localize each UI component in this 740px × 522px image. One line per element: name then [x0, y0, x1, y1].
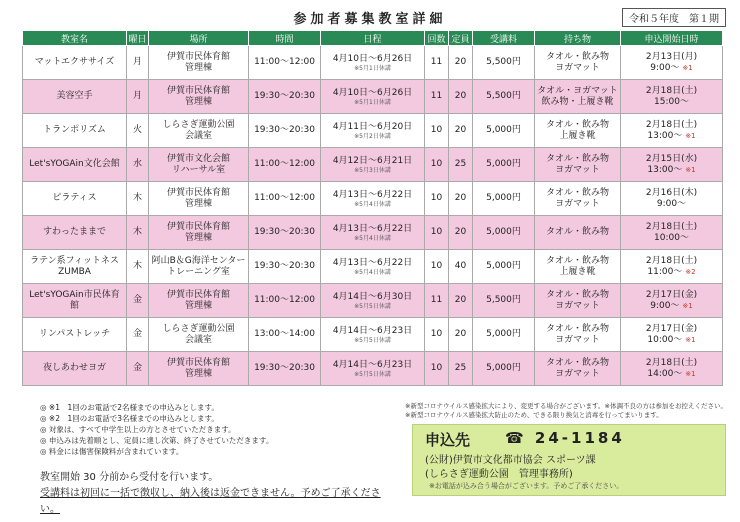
start-date: 2月17日(金)	[645, 289, 698, 300]
schedule-note: ※5月5日休講	[354, 302, 391, 310]
capacity-cell: 40	[449, 250, 473, 284]
start-date: 2月18日(土)	[645, 357, 698, 368]
time-cell: 19:30～20:30	[249, 250, 321, 284]
items-line: タオル・飲み物	[545, 289, 609, 300]
capacity-cell: 25	[449, 352, 473, 386]
class-name-cell	[23, 148, 127, 182]
capacity-cell: 20	[449, 216, 473, 250]
start-time: 9:00～	[656, 198, 687, 209]
time-cell: 19:30～20:30	[249, 80, 321, 114]
time-cell: 11:00～12:00	[249, 148, 321, 182]
note-item: ◎ 対象は、すべて中学生以上の方とさせていただきます。	[40, 425, 236, 434]
day-cell: 木	[127, 216, 149, 250]
table-header-row	[23, 31, 723, 46]
application-box	[412, 424, 726, 496]
place-cell	[149, 148, 249, 182]
start-cell	[621, 352, 723, 386]
schedule-cell	[321, 182, 425, 216]
table-row	[23, 216, 723, 250]
fee-cell: 5,500円	[473, 80, 535, 114]
schedule-note: ※5月1日休講	[354, 98, 391, 106]
place-cell	[149, 352, 249, 386]
class-name: マットエクササイズ	[34, 57, 115, 67]
fee-cell: 5,000円	[473, 352, 535, 386]
table-row	[23, 114, 723, 148]
time-cell: 11:00～12:00	[249, 46, 321, 80]
place-room: 会議室	[184, 334, 212, 345]
items-cell	[535, 216, 621, 250]
count-cell: 10	[425, 318, 449, 352]
items-line: タオル・飲み物	[545, 255, 609, 266]
limit-mark: ※1	[682, 301, 693, 310]
limit-mark: ※2	[685, 267, 696, 276]
reception-info	[40, 470, 400, 518]
items-cell	[535, 80, 621, 114]
schedule-note: ※5月5日休講	[354, 336, 391, 344]
start-date: 2月15日(水)	[645, 153, 698, 164]
note-item: ◎ 申込みは先着順とし、定員に達し次第、終了させていただきます。	[40, 436, 274, 445]
start-cell	[621, 148, 723, 182]
count-cell: 10	[425, 352, 449, 386]
place-room: トレーニング室	[167, 266, 230, 277]
fee-cell: 5,000円	[473, 216, 535, 250]
fee-policy-line: 受講料は初回に一括で徴収し、納入後は返金できません。予めご了承ください。	[40, 488, 381, 515]
limit-mark: ※1	[685, 335, 696, 344]
count-cell: 10	[425, 250, 449, 284]
items-line: タオル・飲み物	[545, 227, 609, 237]
phone-number[interactable]: ☎ 24-1184	[505, 429, 625, 447]
class-name: ラテン系フィットネス	[30, 255, 119, 266]
items-line: 上履き靴	[559, 130, 596, 141]
schedule-cell	[321, 216, 425, 250]
items-cell	[535, 46, 621, 80]
schedule-note: ※5月3日休講	[354, 166, 391, 174]
note-item: ◎ ※2 1回のお電話で3名様までの申込みとします。	[40, 414, 219, 423]
place-name: しらさぎ運動公園	[162, 323, 235, 334]
covid-note: ※新型コロナウイルス感染拡大防止のため、できる限り換気と消毒を行ってまいります。	[405, 411, 663, 419]
count-cell: 10	[425, 182, 449, 216]
header-cell: 定員	[449, 31, 473, 46]
table-row	[23, 250, 723, 284]
count-cell: 11	[425, 46, 449, 80]
limit-mark: ※1	[685, 369, 696, 378]
time-cell: 11:00～12:00	[249, 182, 321, 216]
day-cell: 火	[127, 114, 149, 148]
class-name-cell	[23, 46, 127, 80]
fee-cell: 5,000円	[473, 114, 535, 148]
schedule-range: 4月11日～6月20日	[332, 121, 413, 132]
place-room: 管理棟	[184, 198, 212, 209]
place-room: 管理棟	[184, 300, 212, 311]
count-cell: 10	[425, 148, 449, 182]
covid-note: ※新型コロナウイルス感染拡大により、変更する場合がございます。※体調不良の方は参加をお控えください。	[405, 402, 727, 410]
place-room: リハーサル室	[171, 164, 226, 175]
schedule-cell	[321, 284, 425, 318]
schedule-range: 4月10日～6月26日	[332, 87, 413, 98]
day-cell: 月	[127, 46, 149, 80]
schedule-range: 4月14日～6月23日	[332, 359, 413, 370]
header-cell: 回数	[425, 31, 449, 46]
start-cell	[621, 114, 723, 148]
items-cell	[535, 284, 621, 318]
place-name: 伊賀市民体育館	[166, 51, 230, 62]
items-line: ヨガマット	[555, 62, 600, 73]
place-room: 管理棟	[184, 62, 212, 73]
items-line: タオル・飲み物	[545, 357, 609, 368]
header-cell: 曜日	[127, 31, 149, 46]
start-cell	[621, 318, 723, 352]
schedule-range: 4月13日～6月22日	[332, 189, 413, 200]
schedule-cell	[321, 46, 425, 80]
schedule-note: ※5月4日休講	[354, 268, 391, 276]
schedule-cell	[321, 318, 425, 352]
class-name: すわったままで	[43, 227, 106, 237]
time-cell: 19:30～20:30	[249, 216, 321, 250]
time-cell: 11:00～12:00	[249, 284, 321, 318]
start-date: 2月18日(土)	[645, 221, 698, 232]
items-line: タオル・飲み物	[545, 153, 609, 164]
place-name: 伊賀市民体育館	[166, 289, 230, 300]
capacity-cell: 20	[449, 80, 473, 114]
application-header: 申込先	[425, 431, 471, 449]
fee-cell: 5,000円	[473, 318, 535, 352]
schedule-note: ※5月5日休講	[354, 370, 391, 378]
capacity-cell: 20	[449, 114, 473, 148]
schedule-range: 4月13日～6月22日	[332, 257, 413, 268]
table-row	[23, 284, 723, 318]
fee-cell: 5,000円	[473, 148, 535, 182]
items-line: ヨガマット	[555, 198, 600, 209]
start-date: 2月13日(月)	[645, 51, 698, 62]
count-cell: 10	[425, 216, 449, 250]
schedule-cell	[321, 114, 425, 148]
place-name: 伊賀市民体育館	[166, 221, 230, 232]
class-name-cell	[23, 250, 127, 284]
header-cell: 申込開始日時	[621, 31, 723, 46]
items-line: タオル・飲み物	[545, 187, 609, 198]
start-cell	[621, 80, 723, 114]
items-line: ヨガマット	[555, 164, 600, 175]
items-line: タオル・飲み物	[545, 119, 609, 130]
start-time: 15:00～	[654, 96, 689, 107]
items-line: 上履き靴	[559, 266, 596, 277]
period-label: 令和５年度 第１期	[622, 8, 726, 27]
schedule-cell	[321, 80, 425, 114]
place-cell	[149, 114, 249, 148]
start-time: 14:00～	[647, 368, 683, 379]
place-name: 伊賀市民体育館	[166, 357, 230, 368]
class-name-cell	[23, 114, 127, 148]
schedule-range: 4月14日～6月23日	[332, 325, 413, 336]
class-name: 美容空手	[56, 91, 93, 101]
class-name: リンパストレッチ	[38, 329, 111, 339]
day-cell: 木	[127, 250, 149, 284]
place-name: 伊賀市民体育館	[166, 85, 230, 96]
items-cell	[535, 352, 621, 386]
capacity-cell: 25	[449, 148, 473, 182]
place-name: 阿山B＆G海洋センター	[151, 255, 246, 266]
class-name: 夜しあわせヨガ	[42, 363, 106, 373]
table-row	[23, 352, 723, 386]
fee-cell: 5,000円	[473, 250, 535, 284]
place-room: 管理棟	[184, 368, 212, 379]
header-cell: 日程	[321, 31, 425, 46]
fee-cell: 5,500円	[473, 46, 535, 80]
items-line: タオル・ヨガマット	[537, 85, 618, 96]
schedule-note: ※5月2日休講	[354, 132, 391, 140]
start-time: 10:00～	[647, 334, 683, 345]
schedule-note: ※5月4日休講	[354, 200, 391, 208]
start-date: 2月18日(土)	[645, 85, 698, 96]
fee-cell: 5,000円	[473, 182, 535, 216]
day-cell: 金	[127, 318, 149, 352]
schedule-note: ※5月4日休講	[354, 234, 391, 242]
capacity-cell: 20	[449, 182, 473, 216]
start-time: 10:00～	[654, 232, 689, 243]
start-cell	[621, 284, 723, 318]
covid-notes	[405, 402, 735, 420]
schedule-note: ※5月1日休講	[354, 64, 391, 72]
start-date: 2月18日(土)	[645, 255, 698, 266]
capacity-cell: 20	[449, 318, 473, 352]
items-line: 飲み物・上履き靴	[541, 96, 614, 107]
items-cell	[535, 114, 621, 148]
start-cell	[621, 250, 723, 284]
start-date: 2月16日(木)	[645, 187, 698, 198]
day-cell: 金	[127, 352, 149, 386]
place-cell	[149, 46, 249, 80]
header-cell: 教室名	[23, 31, 127, 46]
day-cell: 木	[127, 182, 149, 216]
class-name-cell	[23, 284, 127, 318]
class-name-cell	[23, 352, 127, 386]
organization-name: (公財)伊賀市文化都市協会 スポーツ課	[425, 455, 596, 466]
items-cell	[535, 182, 621, 216]
table-row	[23, 148, 723, 182]
schedule-cell	[321, 352, 425, 386]
count-cell: 11	[425, 284, 449, 318]
items-line: タオル・飲み物	[545, 51, 609, 62]
limit-mark: ※1	[685, 165, 696, 174]
class-name: ピラティス	[52, 193, 97, 203]
schedule-range: 4月14日～6月30日	[332, 291, 413, 302]
day-cell: 金	[127, 284, 149, 318]
capacity-cell: 20	[449, 46, 473, 80]
limit-mark: ※1	[685, 131, 696, 140]
start-cell	[621, 182, 723, 216]
table-row	[23, 182, 723, 216]
place-cell	[149, 284, 249, 318]
class-name: Let'sYOGAin文化会館	[29, 159, 120, 169]
place-name: 伊賀市民体育館	[166, 187, 230, 198]
start-cell	[621, 216, 723, 250]
table-row	[23, 318, 723, 352]
start-time: 9:00～	[650, 62, 680, 73]
start-date: 2月17日(金)	[645, 323, 698, 334]
table-row	[23, 80, 723, 114]
items-cell	[535, 318, 621, 352]
place-cell	[149, 182, 249, 216]
items-line: ヨガマット	[555, 368, 600, 379]
class-name: トランポリズム	[43, 125, 106, 135]
note-item: ◎ 料金には傷害保険料が含まれています。	[40, 447, 184, 456]
items-line: タオル・飲み物	[545, 323, 609, 334]
header-cell: 時間	[249, 31, 321, 46]
place-name: しらさぎ運動公園	[162, 119, 235, 130]
schedule-range: 4月12日～6月21日	[332, 155, 413, 166]
start-time: 13:00～	[647, 130, 683, 141]
count-cell: 11	[425, 80, 449, 114]
items-cell	[535, 250, 621, 284]
limit-mark: ※1	[682, 63, 693, 72]
place-name: 伊賀市文化会館	[166, 153, 230, 164]
start-cell	[621, 46, 723, 80]
class-name-cell	[23, 318, 127, 352]
day-cell: 水	[127, 148, 149, 182]
reception-line: 教室開始 30 分前から受付を行います。	[40, 472, 219, 483]
items-line: ヨガマット	[555, 334, 600, 345]
fee-cell: 5,500円	[473, 284, 535, 318]
header-cell: 場所	[149, 31, 249, 46]
schedule-cell	[321, 148, 425, 182]
class-name: Let'sYOGAin市民体育館	[29, 289, 120, 311]
time-cell: 19:30～20:30	[249, 114, 321, 148]
class-table	[22, 30, 723, 386]
header-cell: 持ち物	[535, 31, 621, 46]
start-date: 2月18日(土)	[645, 119, 698, 130]
class-name-cell	[23, 216, 127, 250]
schedule-range: 4月13日～6月22日	[332, 223, 413, 234]
start-time: 13:00～	[647, 164, 683, 175]
place-cell	[149, 216, 249, 250]
place-room: 管理棟	[184, 232, 212, 243]
place-cell	[149, 80, 249, 114]
class-name-cell	[23, 80, 127, 114]
items-cell	[535, 148, 621, 182]
time-cell: 19:30～20:30	[249, 352, 321, 386]
class-name-sub: ZUMBA	[58, 266, 91, 277]
time-cell: 13:00～14:00	[249, 318, 321, 352]
count-cell: 10	[425, 114, 449, 148]
schedule-range: 4月10日～6月26日	[332, 53, 413, 64]
office-name: (しらさぎ運動公園 管理事務所)	[425, 469, 573, 480]
start-time: 11:00～	[647, 266, 683, 277]
schedule-cell	[321, 250, 425, 284]
notes-list	[40, 402, 400, 457]
place-cell	[149, 318, 249, 352]
place-cell	[149, 250, 249, 284]
application-note: ※お電話が込み合う場合がございます。予めご了承ください。	[429, 482, 624, 490]
header-cell: 受講料	[473, 31, 535, 46]
page-title: 参加者募集教室詳細	[293, 12, 447, 27]
place-room: 管理棟	[184, 96, 212, 107]
capacity-cell: 20	[449, 284, 473, 318]
table-row	[23, 46, 723, 80]
day-cell: 月	[127, 80, 149, 114]
items-line: ヨガマット	[555, 300, 600, 311]
class-name-cell	[23, 182, 127, 216]
note-item: ◎ ※1 1回のお電話で2名様までの申込みとします。	[40, 403, 219, 412]
start-time: 9:00～	[650, 300, 680, 311]
place-room: 会議室	[184, 130, 212, 141]
